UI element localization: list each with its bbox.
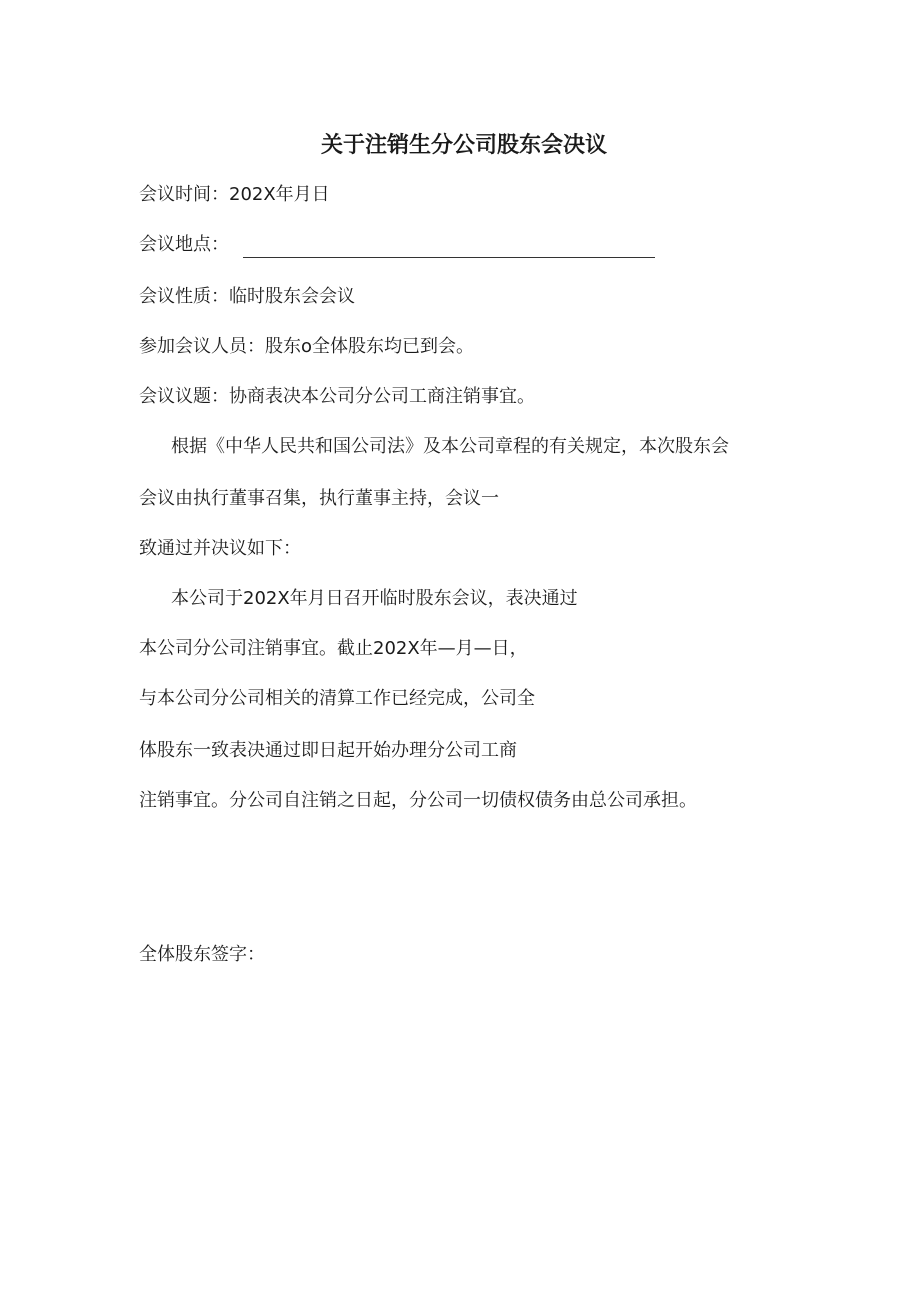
paragraph-2-line-1: 本公司于202X年月日召开临时股东会议，表决通过 [171,588,578,609]
paragraph-1-line-2: 会议由执行董事召集，执行董事主持，会议一 [139,488,499,509]
signature-label: 全体股东签字： [139,944,265,965]
meeting-time: 会议时间：202X年月日 [139,184,330,205]
meeting-place-blank [243,241,655,258]
meeting-attendees: 参加会议人员：股东o全体股东均已到会。 [139,336,475,357]
paragraph-2-line-5: 注销事宜。分公司自注销之日起，分公司一切债权债务由总公司承担。 [139,790,697,811]
paragraph-1-line-3: 致通过并决议如下： [139,538,301,559]
paragraph-2-line-4: 体股东一致表决通过即日起开始办理分公司工商 [139,740,517,761]
meeting-agenda: 会议议题：协商表决本公司分公司工商注销事宜。 [139,386,535,407]
document-title: 关于注销生分公司股东会决议 [320,133,607,158]
meeting-place-label: 会议地点： [139,234,229,255]
meeting-place [139,232,655,258]
meeting-nature: 会议性质：临时股东会会议 [139,286,355,307]
paragraph-2-line-2: 本公司分公司注销事宜。截止202X年—月—日， [139,638,528,659]
paragraph-1-line-1: 根据《中华人民共和国公司法》及本公司章程的有关规定，本次股东会 [171,436,729,457]
paragraph-2-line-3: 与本公司分公司相关的清算工作已经完成，公司全 [139,688,535,709]
